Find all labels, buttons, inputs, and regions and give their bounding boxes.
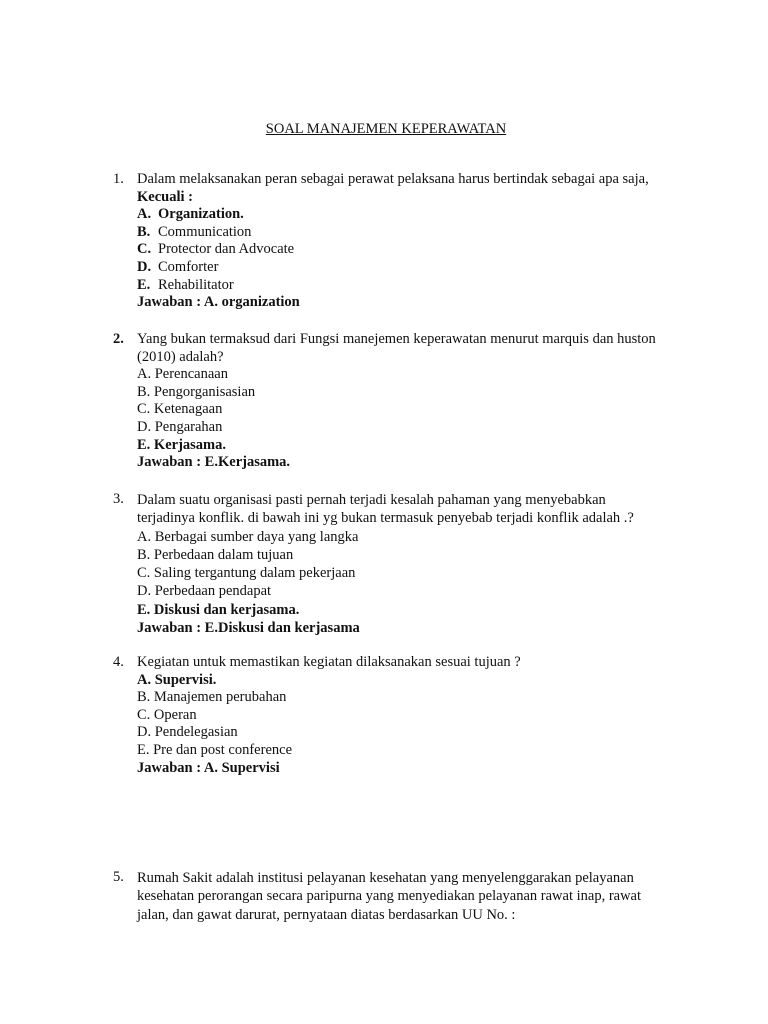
option-e: E. Rehabilitator: [137, 276, 234, 293]
option-b: B. Pengorganisasian: [137, 383, 256, 400]
option-b: B. Communication: [137, 223, 252, 240]
answer: Jawaban : E.Kerjasama.: [137, 454, 291, 471]
option-d: D. Pendelegasian: [137, 724, 238, 741]
question-number: 5.: [113, 869, 124, 885]
answer: Jawaban : A. organization: [137, 294, 300, 311]
question-3: [113, 491, 693, 637]
question-stem: kesehatan perorangan secara paripurna yang menyediakan pelayanan rawat inap, rawat: [137, 888, 642, 905]
document-title: SOAL MANAJEMEN KEPERAWATAN: [265, 121, 507, 137]
question-stem: (2010) adalah?: [137, 348, 224, 365]
option-a: A. Perencanaan: [137, 366, 228, 383]
question-stem: Dalam suatu organisasi pasti pernah terjadi kesalah pahaman yang menyebabkan: [137, 492, 606, 508]
question-stem: terjadinya konflik. di bawah ini yg bukan termasuk penyebab terjadi konflik adalah .?: [137, 510, 634, 527]
question-stem: Rumah Sakit adalah institusi pelayanan kesehatan yang menyelenggarakan pelayanan: [137, 870, 634, 886]
option-c: C. Ketenagaan: [137, 401, 223, 418]
option-d: D. Comforter: [137, 258, 219, 275]
option-c: C. Protector dan Advocate: [137, 241, 295, 258]
answer: Jawaban : A. Supervisi: [137, 759, 280, 776]
question-5: [113, 869, 693, 924]
question-1: [113, 171, 693, 312]
option-c: C. Saling tergantung dalam pekerjaan: [137, 565, 356, 582]
option-c: C. Operan: [137, 706, 197, 723]
option-a: A. Supervisi.: [137, 671, 217, 688]
question-stem: Kecuali :: [137, 188, 193, 205]
option-e: E. Diskusi dan kerjasama.: [137, 601, 300, 618]
question-number: 2.: [113, 331, 124, 347]
question-4: [113, 654, 693, 777]
option-d: D. Pengarahan: [137, 418, 223, 435]
option-a: A. Organization.: [137, 206, 244, 223]
option-d: D. Perbedaan pendapat: [137, 583, 272, 600]
option-b: B. Perbedaan dalam tujuan: [137, 546, 294, 563]
question-stem: jalan, dan gawat darurat, pernyataan diatas berdasarkan UU No. :: [137, 906, 516, 923]
question-number: 1.: [113, 171, 124, 187]
option-a: A. Berbagai sumber daya yang langka: [137, 528, 359, 545]
option-e: E. Pre dan post conference: [137, 741, 293, 758]
option-b: B. Manajemen perubahan: [137, 689, 287, 706]
question-number: 3.: [113, 491, 124, 507]
question-2: [113, 331, 693, 472]
option-e: E. Kerjasama.: [137, 436, 226, 453]
question-stem: Yang bukan termaksud dari Fungsi manejemen keperawatan menurut marquis dan huston: [137, 331, 656, 347]
question-number: 4.: [113, 654, 124, 670]
question-stem: Kegiatan untuk memastikan kegiatan dilaksanakan sesuai tujuan ?: [137, 654, 521, 670]
answer: Jawaban : E.Diskusi dan kerjasama: [137, 620, 360, 637]
question-stem: Dalam melaksanakan peran sebagai perawat pelaksana harus bertindak sebagai apa saja,: [137, 171, 649, 187]
